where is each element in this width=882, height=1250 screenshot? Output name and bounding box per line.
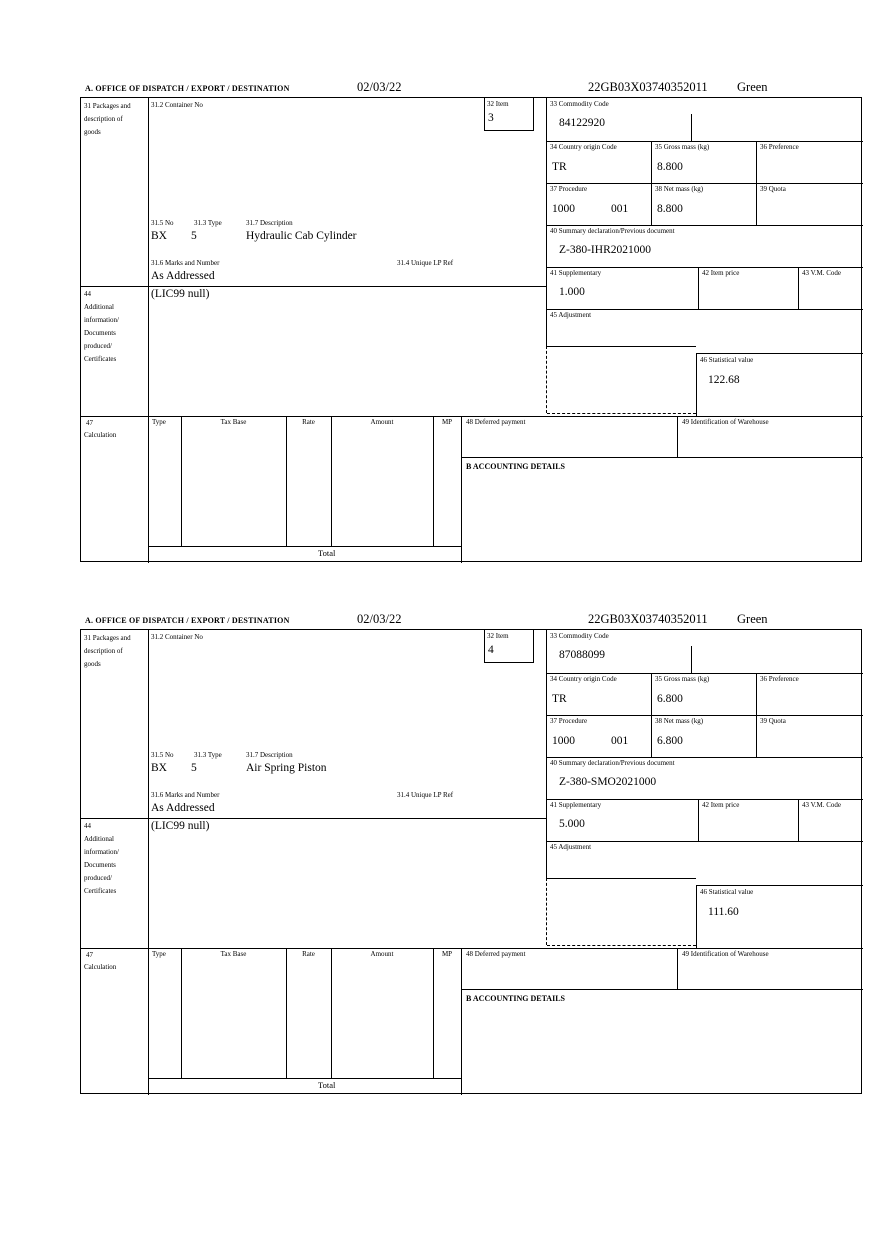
grid-line bbox=[546, 309, 863, 310]
routing-status: Green bbox=[737, 612, 768, 626]
calculation-number-label: 47 bbox=[86, 419, 93, 427]
grid-line bbox=[546, 715, 863, 716]
summary-declaration-value: Z-380-IHR2021000 bbox=[559, 244, 651, 256]
routing-status: Green bbox=[737, 80, 768, 94]
tax-header-amount: Amount bbox=[370, 950, 394, 958]
preference-label: 36 Preference bbox=[760, 675, 799, 683]
marks-number-value: As Addressed bbox=[151, 270, 215, 282]
mrn-reference: 22GB03X03740352011 bbox=[588, 612, 708, 626]
grid-line bbox=[546, 841, 863, 842]
declaration-item-grid bbox=[80, 97, 862, 562]
calculation-label: Calculation bbox=[84, 431, 117, 439]
goods-description-value: Hydraulic Cab Cylinder bbox=[246, 230, 357, 242]
grid-line bbox=[461, 416, 462, 563]
package-type-label: 31.3 Type bbox=[194, 751, 222, 759]
statistical-value-label: 46 Statistical value bbox=[700, 888, 754, 896]
grid-line bbox=[756, 673, 757, 757]
calculation-number-label: 47 bbox=[86, 951, 93, 959]
supplementary-label: 41 Supplementary bbox=[550, 269, 602, 277]
country-origin-label: 34 Country origin Code bbox=[550, 675, 617, 683]
declaration-date: 02/03/22 bbox=[357, 612, 402, 626]
grid-line bbox=[433, 948, 434, 1078]
package-no-value: BX bbox=[151, 230, 167, 242]
summary-declaration-label: 40 Summary declaration/Previous document bbox=[550, 759, 675, 767]
gross-mass-value: 6.800 bbox=[657, 693, 683, 705]
grid-line bbox=[461, 457, 863, 458]
package-no-label: 31.5 No bbox=[151, 751, 174, 759]
container-no-label: 31.2 Container No bbox=[151, 633, 203, 641]
procedure-label: 37 Procedure bbox=[550, 717, 588, 725]
supplementary-value: 5.000 bbox=[559, 818, 585, 830]
tax-header-amount: Amount bbox=[370, 418, 394, 426]
goods-description-label: 31.7 Description bbox=[246, 219, 293, 227]
tax-header-type: Type bbox=[152, 418, 166, 426]
grid-line bbox=[81, 416, 863, 417]
additional-info-label: Additional information/ Documents produced/ Certificates bbox=[84, 835, 119, 895]
grid-line bbox=[331, 948, 332, 1078]
grid-line bbox=[546, 346, 696, 347]
item-number-label: 32 Item bbox=[487, 632, 509, 640]
preference-label: 36 Preference bbox=[760, 143, 799, 151]
deferred-payment-label: 48 Deferred payment bbox=[466, 950, 526, 958]
grid-line bbox=[546, 757, 863, 758]
marks-number-label: 31.6 Marks and Number bbox=[151, 791, 220, 799]
tax-header-rate: Rate bbox=[302, 418, 315, 426]
grid-line bbox=[148, 630, 149, 1095]
tax-header-mp: MP bbox=[441, 950, 453, 958]
statistical-value: 111.60 bbox=[708, 906, 739, 918]
item-number-value: 4 bbox=[488, 644, 494, 656]
container-no-label: 31.2 Container No bbox=[151, 101, 203, 109]
office-of-dispatch-label: A. OFFICE OF DISPATCH / EXPORT / DESTINATION bbox=[85, 84, 290, 93]
grid-line bbox=[546, 267, 863, 268]
grid-line bbox=[81, 818, 546, 819]
grid-line-dashed bbox=[546, 878, 547, 945]
warehouse-identification-label: 49 Identification of Warehouse bbox=[682, 418, 769, 426]
supplementary-label: 41 Supplementary bbox=[550, 801, 602, 809]
grid-line bbox=[181, 948, 182, 1078]
unique-lp-ref-label: 31.4 Unique LP Ref bbox=[397, 259, 454, 267]
commodity-code-value: 84122920 bbox=[559, 117, 605, 129]
country-origin-label: 34 Country origin Code bbox=[550, 143, 617, 151]
supplementary-value: 1.000 bbox=[559, 286, 585, 298]
grid-line bbox=[81, 948, 863, 949]
additional-info-number-label: 44 bbox=[84, 822, 91, 830]
tax-header-mp: MP bbox=[441, 418, 453, 426]
grid-line bbox=[461, 989, 863, 990]
grid-line bbox=[546, 225, 863, 226]
mrn-reference: 22GB03X03740352011 bbox=[588, 80, 708, 94]
grid-line bbox=[81, 286, 546, 287]
procedure-value: 1000 bbox=[552, 735, 575, 747]
net-mass-value: 6.800 bbox=[657, 735, 683, 747]
statistical-value: 122.68 bbox=[708, 374, 740, 386]
marks-number-label: 31.6 Marks and Number bbox=[151, 259, 220, 267]
total-label: Total bbox=[318, 1080, 336, 1090]
statistical-value-label: 46 Statistical value bbox=[700, 356, 754, 364]
item-price-label: 42 Item price bbox=[702, 269, 740, 277]
additional-info-label: Additional information/ Documents produced/ Certificates bbox=[84, 303, 119, 363]
declaration-item-grid bbox=[80, 629, 862, 1094]
procedure-label: 37 Procedure bbox=[550, 185, 588, 193]
grid-line bbox=[461, 948, 462, 1095]
grid-line-dashed bbox=[547, 413, 696, 414]
grid-line bbox=[677, 416, 678, 457]
additional-info-value: (LIC99 null) bbox=[151, 820, 210, 832]
procedure-extra-value: 001 bbox=[611, 735, 629, 747]
warehouse-identification-label: 49 Identification of Warehouse bbox=[682, 950, 769, 958]
package-no-value: BX bbox=[151, 762, 167, 774]
declaration-date: 02/03/22 bbox=[357, 80, 402, 94]
procedure-value: 1000 bbox=[552, 203, 575, 215]
grid-line bbox=[691, 114, 692, 141]
grid-line bbox=[181, 416, 182, 546]
tax-header-tax-base: Tax Base bbox=[220, 418, 247, 426]
country-origin-value: TR bbox=[552, 161, 567, 173]
quota-label: 39 Quota bbox=[760, 717, 786, 725]
grid-line bbox=[331, 416, 332, 546]
gross-mass-label: 35 Gross mass (kg) bbox=[655, 675, 710, 683]
grid-line bbox=[286, 948, 287, 1078]
commodity-code-label: 33 Commodity Code bbox=[550, 100, 609, 108]
tax-header-type: Type bbox=[152, 950, 166, 958]
grid-line bbox=[546, 799, 863, 800]
grid-line bbox=[546, 673, 863, 674]
country-origin-value: TR bbox=[552, 693, 567, 705]
gross-mass-label: 35 Gross mass (kg) bbox=[655, 143, 710, 151]
grid-line bbox=[651, 673, 652, 757]
grid-line bbox=[148, 98, 149, 563]
grid-line bbox=[148, 546, 461, 547]
package-type-value: 5 bbox=[191, 762, 197, 774]
net-mass-label: 38 Net mass (kg) bbox=[655, 717, 704, 725]
grid-line bbox=[286, 416, 287, 546]
item-number-value: 3 bbox=[488, 112, 494, 124]
declaration-item-sheet bbox=[0, 80, 882, 580]
accounting-details-label: B ACCOUNTING DETAILS bbox=[466, 462, 565, 471]
commodity-code-label: 33 Commodity Code bbox=[550, 632, 609, 640]
grid-line bbox=[698, 267, 699, 309]
grid-line bbox=[691, 646, 692, 673]
net-mass-label: 38 Net mass (kg) bbox=[655, 185, 704, 193]
grid-line bbox=[433, 416, 434, 546]
grid-line-dashed bbox=[547, 945, 696, 946]
grid-line bbox=[546, 183, 863, 184]
grid-line bbox=[651, 141, 652, 225]
packages-description-label: 31 Packages and description of goods bbox=[84, 634, 131, 668]
calculation-label: Calculation bbox=[84, 963, 117, 971]
packages-description-label: 31 Packages and description of goods bbox=[84, 102, 131, 136]
package-type-label: 31.3 Type bbox=[194, 219, 222, 227]
grid-line bbox=[148, 1078, 461, 1079]
item-price-label: 42 Item price bbox=[702, 801, 740, 809]
commodity-code-value: 87088099 bbox=[559, 649, 605, 661]
grid-line-dashed bbox=[546, 346, 547, 413]
grid-line bbox=[546, 141, 863, 142]
tax-header-rate: Rate bbox=[302, 950, 315, 958]
grid-line bbox=[677, 948, 678, 989]
total-label: Total bbox=[318, 548, 336, 558]
grid-line bbox=[546, 878, 696, 879]
tax-header-tax-base: Tax Base bbox=[220, 950, 247, 958]
item-number-label: 32 Item bbox=[487, 100, 509, 108]
adjustment-label: 45 Adjustment bbox=[550, 843, 592, 851]
accounting-details-label: B ACCOUNTING DETAILS bbox=[466, 994, 565, 1003]
procedure-extra-value: 001 bbox=[611, 203, 629, 215]
deferred-payment-label: 48 Deferred payment bbox=[466, 418, 526, 426]
quota-label: 39 Quota bbox=[760, 185, 786, 193]
grid-line bbox=[756, 141, 757, 225]
vm-code-label: 43 V.M. Code bbox=[802, 801, 842, 809]
unique-lp-ref-label: 31.4 Unique LP Ref bbox=[397, 791, 454, 799]
additional-info-value: (LIC99 null) bbox=[151, 288, 210, 300]
adjustment-label: 45 Adjustment bbox=[550, 311, 592, 319]
vm-code-label: 43 V.M. Code bbox=[802, 269, 842, 277]
declaration-item-sheet bbox=[0, 612, 882, 1112]
office-of-dispatch-label: A. OFFICE OF DISPATCH / EXPORT / DESTINATION bbox=[85, 616, 290, 625]
grid-line bbox=[798, 267, 799, 309]
package-type-value: 5 bbox=[191, 230, 197, 242]
grid-line bbox=[698, 799, 699, 841]
grid-line bbox=[798, 799, 799, 841]
goods-description-value: Air Spring Piston bbox=[246, 762, 327, 774]
package-no-label: 31.5 No bbox=[151, 219, 174, 227]
summary-declaration-label: 40 Summary declaration/Previous document bbox=[550, 227, 675, 235]
goods-description-label: 31.7 Description bbox=[246, 751, 293, 759]
marks-number-value: As Addressed bbox=[151, 802, 215, 814]
summary-declaration-value: Z-380-SMO2021000 bbox=[559, 776, 657, 788]
net-mass-value: 8.800 bbox=[657, 203, 683, 215]
additional-info-number-label: 44 bbox=[84, 290, 91, 298]
gross-mass-value: 8.800 bbox=[657, 161, 683, 173]
